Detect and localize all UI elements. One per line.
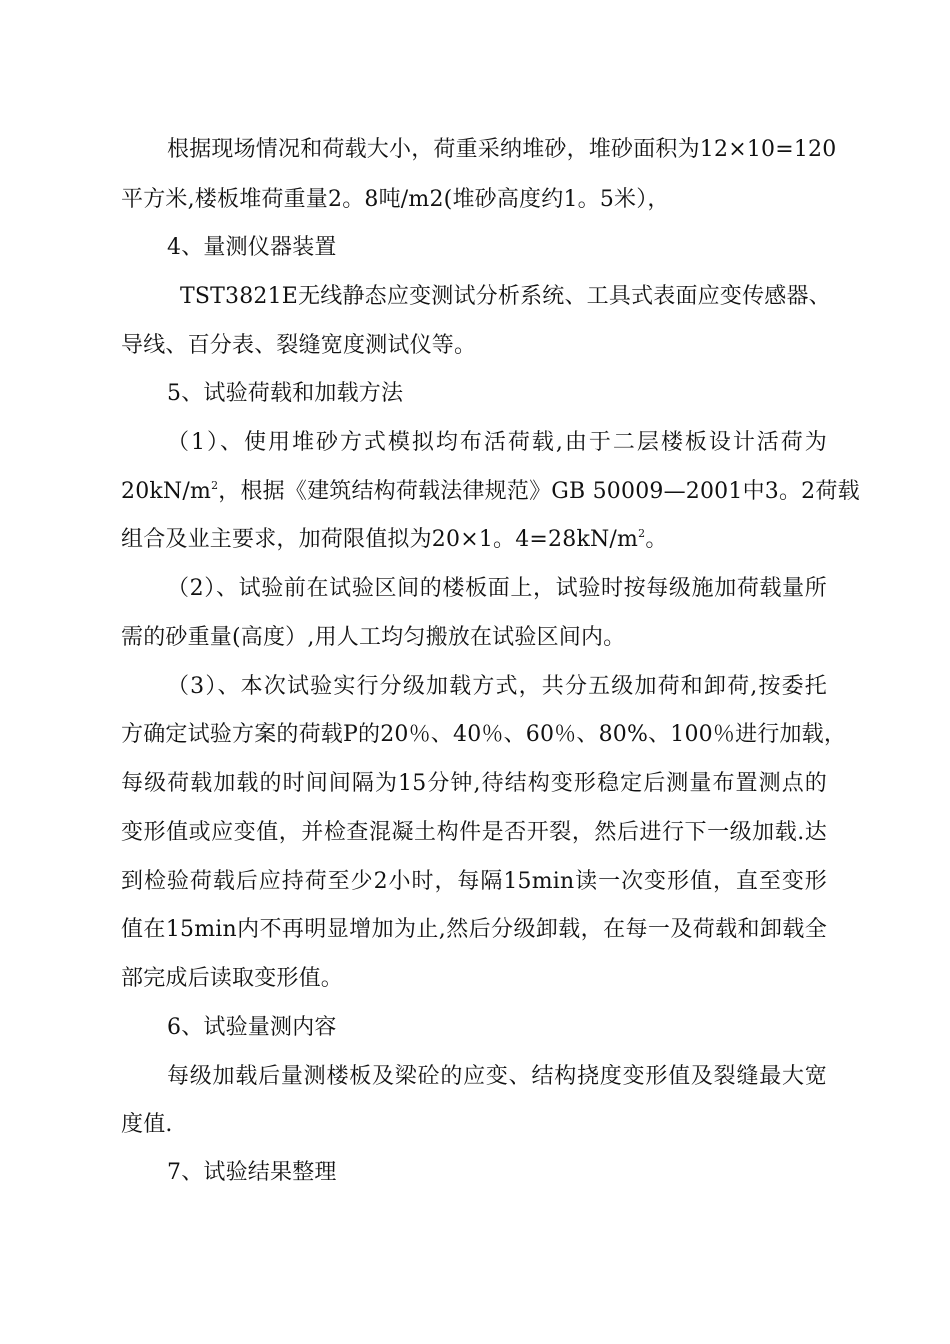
text-segment: 。 (645, 527, 668, 552)
section-heading: 5、试验荷载和加载方法 (167, 381, 404, 406)
text-segment: 20kN/m (121, 479, 212, 504)
paragraph-line: 变形值或应变值，并检查混凝土构件是否开裂，然后进行下一级加载.达 (121, 820, 827, 845)
text-segment: ，根据《建筑结构荷载法律规范》GB 50009—2001中3。2荷载 (218, 479, 860, 504)
paragraph-line: 每级荷载加载的时间间隔为15分钟,待结构变形稳定后测量布置测点的 (121, 771, 827, 796)
paragraph-line: 平方米,楼板堆荷重量2。8吨/m2(堆砂高度约1。5米）， (121, 187, 670, 212)
paragraph-line: （1）、使用堆砂方式模拟均布活荷载,由于二层楼板设计活荷为 (167, 430, 827, 455)
text-segment: 组合及业主要求，加荷限值拟为20×1。4=28kN/m (121, 527, 639, 552)
section-heading: 7、试验结果整理 (167, 1160, 337, 1185)
paragraph-line: 方确定试验方案的荷载P的20％、40％、60％、80%、100％进行加载， (121, 722, 847, 747)
paragraph-line: 到检验荷载后应持荷至少2小时，每隔15min读一次变形值，直至变形 (121, 869, 827, 894)
paragraph-line: 度值. (121, 1112, 173, 1137)
paragraph-line: 每级加载后量测楼板及梁砼的应变、结构挠度变形值及裂缝最大宽 (167, 1064, 827, 1089)
superscript: 2 (211, 479, 219, 492)
paragraph-line (121, 525, 668, 555)
paragraph-line: 根据现场情况和荷载大小，荷重采纳堆砂，堆砂面积为12×10=120 (167, 137, 837, 162)
paragraph-line: （2）、试验前在试验区间的楼板面上，试验时按每级施加荷载量所 (167, 576, 827, 601)
paragraph-line: （3）、本次试验实行分级加载方式，共分五级加荷和卸荷,按委托 (167, 674, 827, 699)
paragraph-line: TST3821E无线静态应变测试分析系统、工具式表面应变传感器、 (180, 284, 831, 309)
section-heading: 6、试验量测内容 (167, 1015, 337, 1040)
paragraph-line: 部完成后读取变形值。 (121, 966, 344, 991)
paragraph-line: 值在15min内不再明显增加为止,然后分级卸载，在每一及荷载和卸载全 (121, 917, 827, 942)
superscript: 2 (638, 527, 646, 540)
paragraph-line: 导线、百分表、裂缝宽度测试仪等。 (121, 333, 477, 358)
section-heading: 4、量测仪器装置 (167, 235, 337, 260)
paragraph-line (121, 477, 860, 507)
paragraph-line: 需的砂重量(高度）,用人工均匀搬放在试验区间内。 (121, 625, 626, 650)
